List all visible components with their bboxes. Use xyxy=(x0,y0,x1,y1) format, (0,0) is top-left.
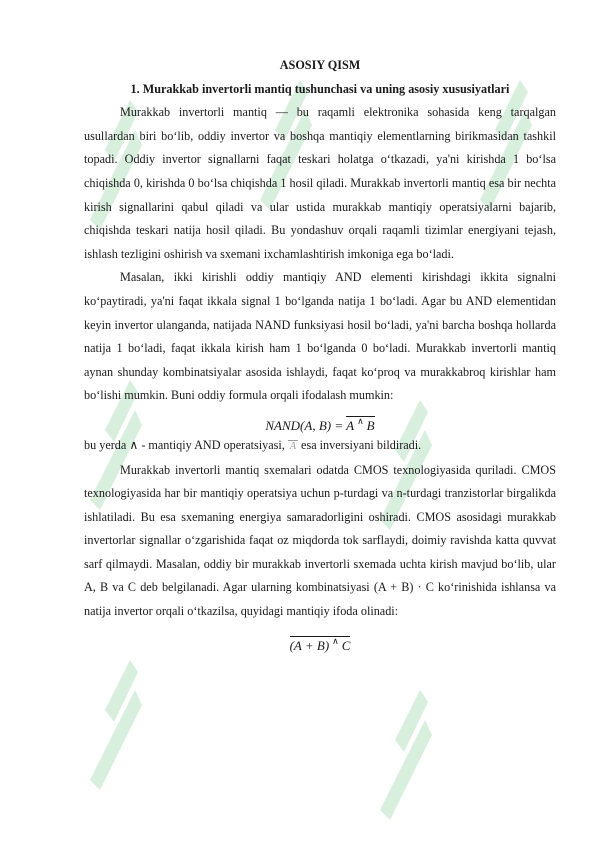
paragraph-2: Masalan, ikki kirishli oddiy mantiqiy AND elementi kirishdagi ikkita signalni ko‘paytiradi, ya'ni faqat ikkala signal 1 bo‘lganda natija 1 bo‘ladi. Agar bu AND elementidan keyin invertor ulanganda, natijada NAND funksiyasi hosil bo‘ladi, ya'ni barcha boshqa hollarda natija 1 bo‘ladi, faqat ikkala kirish ham 1 bo‘lganda 0 bo‘ladi. Murakkab invertorli mantiq aynan shunday kombinatsiyalar asosida ishlaydi, faqat ko‘proq va murakkabroq kirishlar ham bo‘lishi mumkin. Buni oddiy formula orqali ifodalash mumkin: xyxy=(84,270,556,403)
formula-lhs: NAND(A, B) = xyxy=(265,417,344,433)
formula-left-group: (A + B) xyxy=(289,637,330,653)
explanation-suffix: esa inversiyani bildiradi. xyxy=(301,437,422,452)
formula-and-operator: ∧ xyxy=(357,415,364,426)
watermark-logo xyxy=(80,650,150,800)
formula-var-b: B xyxy=(366,417,375,433)
document-page xyxy=(84,54,556,654)
inversion-symbol: A xyxy=(289,440,296,452)
formula-complex-expression xyxy=(290,636,351,653)
watermark-logo xyxy=(370,680,440,830)
formula-nand xyxy=(84,408,556,434)
formula-rhs xyxy=(346,416,375,433)
paragraph-3: Murakkab invertorli mantiq sxemalari odatda CMOS texnologiyasida quriladi. CMOS texnologiyasida har bir mantiqiy operatsiya uchun p-turdagi va n-turdagi tranzistorlar birgalikda ishlatiladi. Bu esa sxemaning energiya samaradorligini oshiradi. CMOS asosidagi murakkab invertorlar signallar o‘zgarishida faqat oz miqdorda tok sarflaydi, doimiy ravishda katta quvvat sarf qilmaydi. Masalan, oddiy bir murakkab invertorli sxemada uchta kirish mavjud bo‘lib, ular A, B va C deb belgilanadi. Agar ularning kombinatsiyasi (A + B) · C ko‘rinishida ishlansa va natija invertor orqali o‘tkazilsa, quyidagi mantiqiy ifoda olinadi: xyxy=(84,462,556,619)
formula-var-a: A xyxy=(346,417,355,433)
paragraph-1: Murakkab invertorli mantiq — bu raqamli elektronika sohasida keng tarqalgan usullardan biri bo‘lib, oddiy invertor va boshqa mantiqiy elementlarning birikmasidan tashkil topadi. Oddiy invertor signallarni faqat teskari holatga o‘tkazadi, ya'ni kirishda 1 bo‘lsa chiqishda 0, kirishda 0 bo‘lsa chiqishda 1 hosil qiladi. Murakkab invertorli mantiq esa bir nechta kirish signallarini qabul qiladi va ular ustida murakkab mantiqiy operatsiyalarni bajarib, chiqishda teskari natija hosil qiladi. Bu yondashuv orqali raqamli tizimlar energiyani tejash, ishlash tezligini oshirish va sxemani ixchamlashtirish imkoniga ega bo‘ladi. xyxy=(84,105,556,261)
explanation-prefix: bu yerda ∧ - mantiqiy AND operatsiyasi, xyxy=(84,437,285,452)
section-heading: ASOSIY QISM xyxy=(279,58,361,72)
formula-var-c: C xyxy=(341,637,351,653)
formula-complex xyxy=(84,628,556,654)
formula-and-operator-2: ∧ xyxy=(332,635,339,646)
formula-explanation xyxy=(84,434,556,459)
subsection-heading: 1. Murakkab invertorli mantiq tushunchasi va uning asosiy xususiyatlari xyxy=(130,81,510,96)
